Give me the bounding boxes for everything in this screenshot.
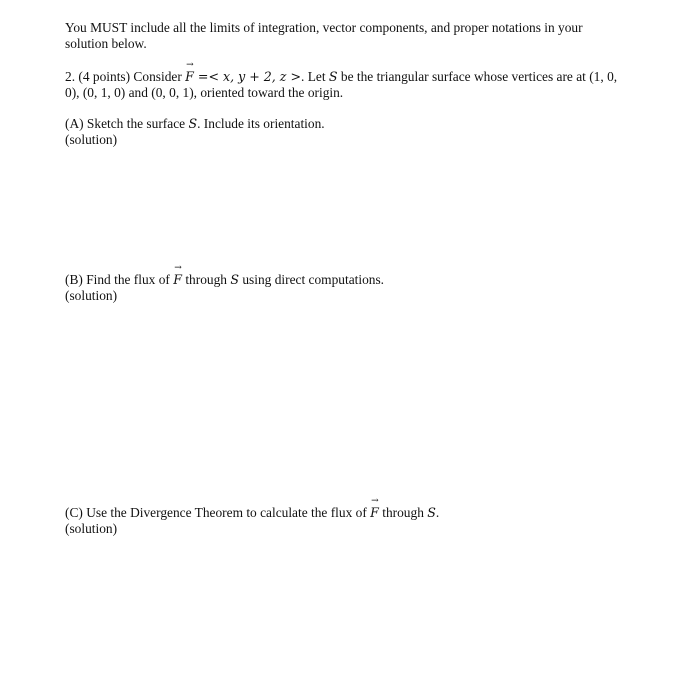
part-c-surface-symbol: S [427,505,436,520]
part-c-text: (C) Use the Divergence Theorem to calculate the flux of [65,505,371,520]
instructions-line-2: solution below. [65,36,147,51]
part-b-field-symbol: → F [173,272,182,288]
part-c-text-after: . [435,505,440,520]
part-a [65,116,625,148]
problem-text-b: be the triangular surface whose vertices are at (1, 0, [337,69,618,84]
field-definition: =< x, y + 2, z > [193,69,301,84]
field-vector-symbol: → F [185,69,194,85]
part-b-text-after: using direct computations. [238,272,385,287]
part-b-solution-label: (solution) [65,288,118,303]
problem-line-2: 0), (0, 1, 0) and (0, 0, 1), oriented toward the origin. [65,85,344,100]
problem-text-a: . Let [301,69,329,84]
problem-statement [65,69,625,101]
part-b-prompt [65,272,625,288]
part-c-prompt [65,505,625,521]
instructions [65,20,625,52]
part-c [65,505,625,537]
problem-line-1 [65,69,625,85]
part-c-text-mid: through [378,505,428,520]
part-b-surface-symbol: S [230,272,239,287]
part-b-text-mid: through [181,272,231,287]
part-b-text: (B) Find the flux of [65,272,174,287]
problem-prefix: 2. (4 points) Consider [65,69,186,84]
part-c-solution-label: (solution) [65,521,118,536]
surface-symbol: S [328,69,338,84]
part-c-field-symbol: → F [370,505,379,521]
part-a-surface-symbol: S [188,116,198,131]
part-a-text-after: . Include its orientation. [197,116,325,131]
instructions-line-1: You MUST include all the limits of integration, vector components, and proper notations in your [65,20,583,35]
part-a-prompt [65,116,625,132]
part-b [65,272,625,304]
part-a-text: (A) Sketch the surface [65,116,189,131]
part-a-solution-label: (solution) [65,132,118,147]
